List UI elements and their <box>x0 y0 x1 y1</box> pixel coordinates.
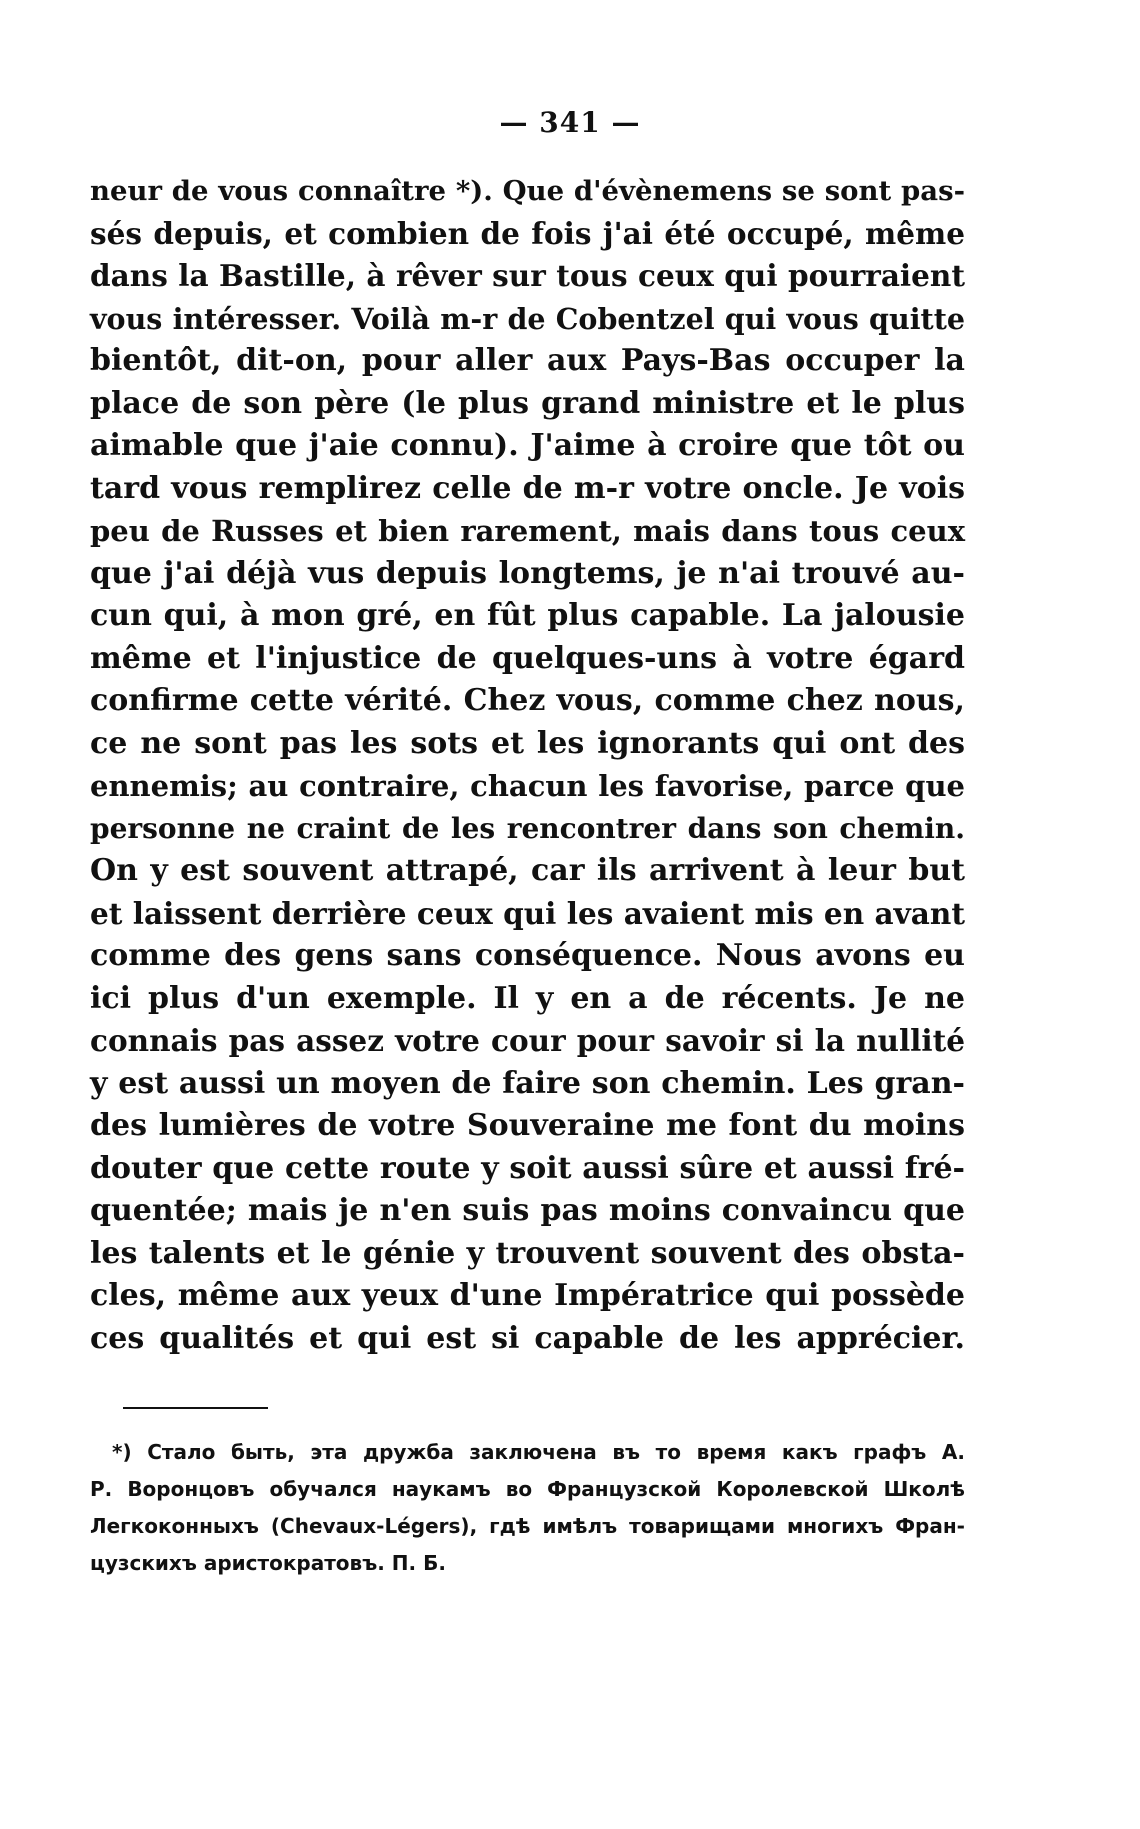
text-line: et laissent derrière ceux qui les avaient mis en avant <box>90 895 965 931</box>
text-line: On y est souvent attrapé, car ils arrivent à leur but <box>90 853 965 888</box>
text-line: y est aussi un moyen de faire son chemin. Les gran- <box>90 1065 965 1101</box>
text-line: ici plus d'un exemple. Il y en a de récents. Je ne <box>90 980 965 1016</box>
text-line: douter que cette route y soit aussi sûre et aussi fré- <box>90 1150 965 1186</box>
text-line: ce ne sont pas les sots et les ignorants qui ont des <box>90 725 965 761</box>
text-line: tard vous remplirez celle de m-r votre oncle. Je vois <box>90 470 965 506</box>
text-line: cun qui, à mon gré, en fût plus capable. La jalousie <box>90 598 965 633</box>
text-line: personne ne craint de les rencontrer dans son chemin. <box>90 811 965 845</box>
text-line: peu de Russes et bien rarement, mais dans tous ceux <box>90 514 965 548</box>
main-text <box>90 170 965 1360</box>
text-line: quentée; mais je n'en suis pas moins convaincu que <box>90 1193 965 1228</box>
text-line: bientôt, dit-on, pour aller aux Pays-Bas occuper la <box>90 343 965 378</box>
footnote-line: Легкоконныхъ (Chevaux-Légers), гдѣ имѣлъ товарищами многихъ Фран- <box>90 1514 965 1538</box>
footnote-line: *) Стало быть, эта дружба заключена въ то время какъ графъ А. <box>112 1440 965 1464</box>
text-line: des lumières de votre Souveraine me font du moins <box>90 1108 965 1143</box>
text-line: vous intéresser. Voilà m-r de Cobentzel qui vous quitte <box>90 301 965 336</box>
text-line: que j'ai déjà vus depuis longtems, je n'ai trouvé au- <box>90 555 965 591</box>
text-line: neur de vous connaître *). Que d'évènemens se sont pas- <box>90 175 965 207</box>
footnote-line: Р. Воронцовъ обучался наукамъ во Французской Королевской Школѣ <box>90 1477 965 1501</box>
text-line: même et l'injustice de quelques-uns à votre égard <box>90 640 965 676</box>
page-number: — 341 — <box>499 106 641 139</box>
text-line: dans la Bastille, à rêver sur tous ceux qui pourraient <box>90 258 965 293</box>
footnote <box>90 1434 965 1582</box>
footnote-line: цузскихъ аристократовъ. П. Б. <box>90 1551 446 1575</box>
text-line: aimable que j'aie connu). J'aime à croire que tôt ou <box>90 428 965 463</box>
text-line: cles, même aux yeux d'une Impératrice qui possède <box>90 1278 965 1313</box>
footnote-separator <box>123 1407 268 1409</box>
text-line: confirme cette vérité. Chez vous, comme chez nous, <box>90 683 965 718</box>
text-line: les talents et le génie y trouvent souvent des obsta- <box>90 1235 965 1271</box>
text-line: ces qualités et qui est si capable de les apprécier. <box>90 1320 965 1356</box>
text-line: place de son père (le plus grand ministre et le plus <box>90 385 965 421</box>
text-line: connais pas assez votre cour pour savoir si la nullité <box>90 1023 965 1058</box>
text-line: sés depuis, et combien de fois j'ai été occupé, même <box>90 215 965 251</box>
text-line: ennemis; au contraire, chacun les favorise, parce que <box>90 769 965 803</box>
text-line: comme des gens sans conséquence. Nous avons eu <box>90 938 965 973</box>
